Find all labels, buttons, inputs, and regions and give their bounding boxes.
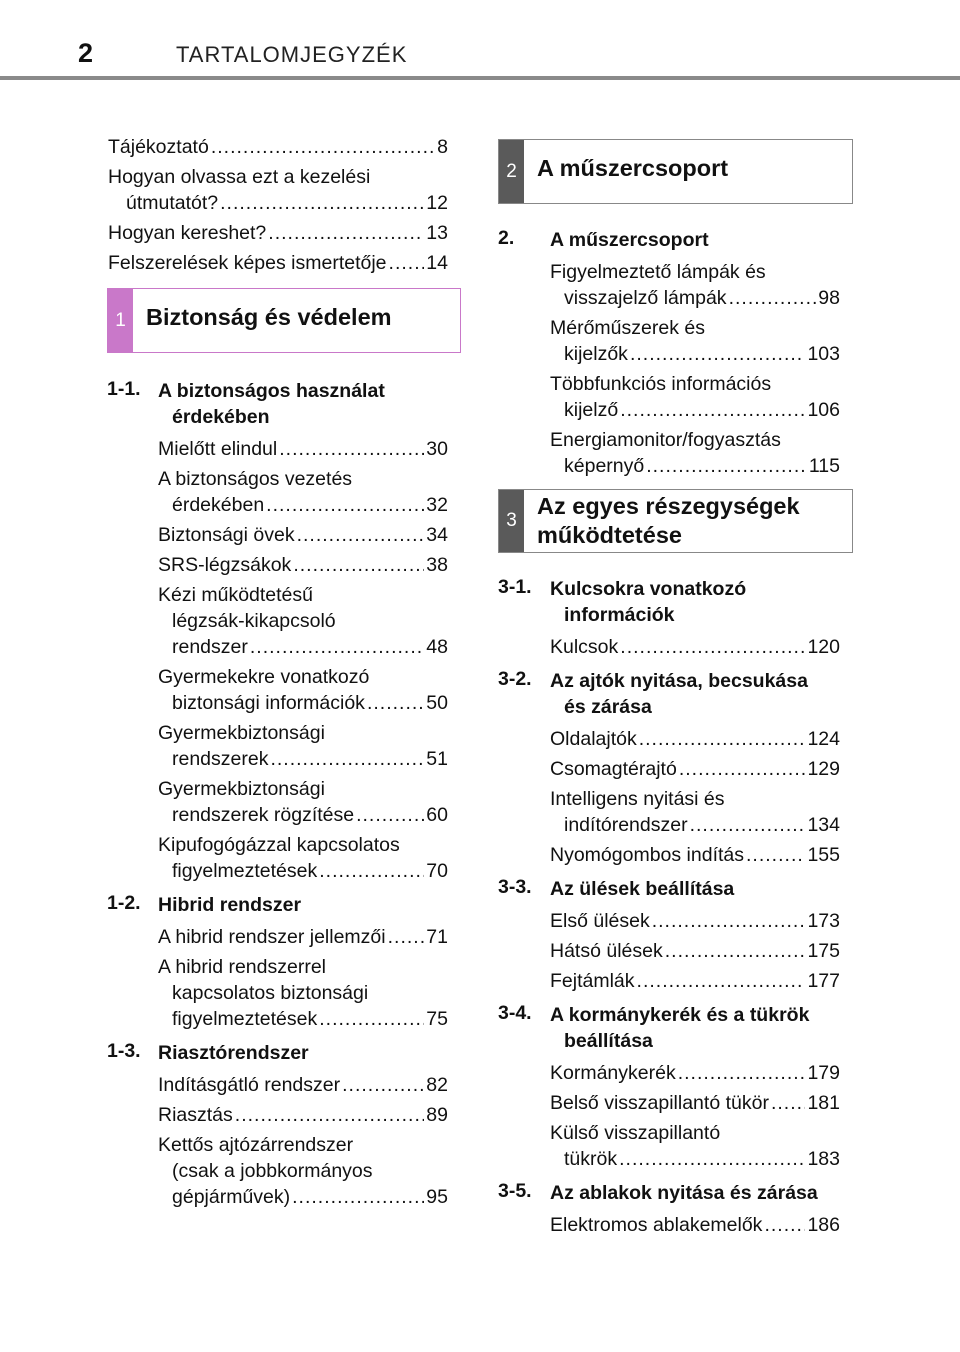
toc-entry-last-line [158, 436, 448, 462]
toc-entry-text: Energiamonitor/fogyasztás [550, 429, 781, 451]
toc-entry-last-line [158, 924, 448, 950]
section-title-line: érdekében [172, 406, 270, 428]
toc-entry [158, 720, 448, 772]
section-title-line: beállítása [564, 1030, 653, 1052]
section-number: 3-3. [498, 876, 532, 898]
toc-entry-text: Figyelmeztető lámpák és [550, 261, 766, 283]
toc-entry-line [550, 1120, 840, 1146]
toc-entry-line [550, 786, 840, 812]
toc-entry-last-line [158, 552, 448, 578]
dot-leader [270, 746, 424, 772]
toc-entry-last-line [550, 453, 840, 479]
section-title-line: Riasztórendszer [158, 1042, 309, 1064]
toc-entry-last-line [550, 908, 840, 934]
toc-entry [108, 220, 448, 246]
toc-entry-line [158, 720, 448, 746]
toc-entry-line [158, 1132, 448, 1158]
toc-entry [158, 832, 448, 884]
dot-leader [652, 908, 806, 934]
chapter-header-1 [107, 288, 461, 353]
toc-page-number: 186 [807, 1214, 840, 1236]
section-title [158, 378, 385, 430]
dot-leader [389, 250, 425, 276]
toc-page-number: 30 [426, 438, 448, 460]
toc-entry [108, 250, 448, 276]
dot-leader [729, 285, 817, 311]
toc-entry-text: Nyomógombos indítás [550, 844, 745, 866]
toc-entry-last-line [158, 1072, 448, 1098]
toc-page-number: 181 [807, 1092, 840, 1114]
toc-entry [550, 726, 840, 752]
toc-entry-line [550, 371, 840, 397]
toc-entry-text: Mérőműszerek és [550, 317, 705, 339]
dot-leader [620, 397, 805, 423]
dot-leader [619, 1146, 805, 1172]
toc-entry [550, 259, 840, 311]
section-number: 1-2. [107, 892, 141, 914]
dot-leader [646, 453, 807, 479]
toc-entry-text: Többfunkciós információs [550, 373, 772, 395]
toc-entry [158, 436, 448, 462]
toc-entry-last-line [550, 1146, 840, 1172]
toc-entry-line [158, 954, 448, 980]
section-title [550, 668, 808, 720]
dot-leader [665, 938, 806, 964]
toc-entry-text: kijelzők [564, 343, 628, 365]
toc-entry-last-line [108, 220, 448, 246]
toc-entry-last-line [108, 134, 448, 160]
toc-entry-last-line [550, 341, 840, 367]
toc-page-number: 14 [426, 252, 448, 274]
dot-leader [388, 924, 425, 950]
toc-page-number: 48 [426, 636, 448, 658]
toc-page-number: 179 [807, 1062, 840, 1084]
toc-entry-last-line [550, 968, 840, 994]
toc-page-number: 115 [808, 455, 840, 477]
toc-entry-last-line [550, 1212, 840, 1238]
toc-entry [158, 924, 448, 950]
toc-entry-text: Csomagtérajtó [550, 758, 677, 780]
toc-entry-text: Indításgátló rendszer [158, 1074, 341, 1096]
dot-leader [367, 690, 424, 716]
toc-entry-text: Riasztás [158, 1104, 233, 1126]
dot-leader [690, 812, 806, 838]
toc-entry-last-line [550, 756, 840, 782]
toc-entry-text: útmutatót? [126, 192, 219, 214]
toc-entry-line [158, 664, 448, 690]
toc-entry-last-line [158, 1184, 448, 1210]
toc-entry-line [108, 164, 448, 190]
section-title-line: Hibrid rendszer [158, 894, 302, 916]
toc-page-number: 124 [807, 728, 840, 750]
toc-entry-line [158, 608, 448, 634]
section-title-line: A kormánykerék és a tükrök [550, 1004, 810, 1026]
dot-leader [342, 1072, 424, 1098]
section-title-line: információk [564, 604, 675, 626]
toc-entry [550, 1120, 840, 1172]
toc-entry-last-line [158, 690, 448, 716]
toc-entry-last-line [158, 1102, 448, 1128]
toc-page-number: 51 [426, 748, 448, 770]
dot-leader [220, 190, 424, 216]
toc-page-number: 89 [426, 1104, 448, 1126]
toc-entry-text: Elektromos ablakemelők [550, 1214, 763, 1236]
dot-leader [746, 842, 805, 868]
chapter-title: Biztonság és védelem [146, 304, 392, 330]
toc-entry [158, 582, 448, 660]
section-number: 1-3. [107, 1040, 141, 1062]
toc-entry-line [158, 1158, 448, 1184]
toc-entry-text: Kettős ajtózárrendszer [158, 1134, 354, 1156]
toc-page-number: 129 [807, 758, 840, 780]
toc-entry-text: Gyermekekre vonatkozó [158, 666, 370, 688]
toc-page-number: 71 [426, 926, 448, 948]
toc-page-number: 98 [818, 287, 840, 309]
toc-page-number: 175 [807, 940, 840, 962]
section-number: 1-1. [107, 378, 141, 400]
toc-entry [158, 954, 448, 1032]
toc-entry [158, 776, 448, 828]
toc-entry-text: figyelmeztetések [172, 1008, 318, 1030]
dot-leader [279, 436, 424, 462]
toc-entry-last-line [158, 1006, 448, 1032]
toc-entry-text: Felszerelések képes ismertetője [108, 252, 387, 274]
page-header [0, 0, 960, 80]
toc-entry [158, 1072, 448, 1098]
toc-entry-text: Gyermekbiztonsági [158, 722, 325, 744]
toc-page-number: 120 [807, 636, 840, 658]
toc-page-number: 38 [426, 554, 448, 576]
section-title-line: Kulcsokra vonatkozó [550, 578, 747, 600]
chapter-header-3 [498, 489, 853, 553]
toc-entry [158, 1102, 448, 1128]
toc-entry-last-line [158, 492, 448, 518]
toc-entry-text: gépjárművek) [172, 1186, 291, 1208]
chapter-number-tab: 1 [108, 289, 133, 352]
toc-entry-text: rendszerek rögzítése [172, 804, 355, 826]
toc-entry [550, 427, 840, 479]
toc-entry-text: SRS-légzsákok [158, 554, 292, 576]
dot-leader [292, 1184, 424, 1210]
toc-entry-text: Oldalajtók [550, 728, 637, 750]
section-title [550, 227, 709, 253]
toc-page-number: 70 [426, 860, 448, 882]
toc-entry-text: tükrök [564, 1148, 618, 1170]
section-title-line: Az ajtók nyitása, becsukása [550, 670, 808, 692]
toc-entry [158, 1132, 448, 1210]
dot-leader [319, 858, 424, 884]
toc-entry [158, 466, 448, 518]
toc-entry-last-line [158, 746, 448, 772]
chapter-title-line: Az egyes részegységek [537, 493, 800, 519]
toc-page-number: 103 [807, 343, 840, 365]
toc-entry-last-line [550, 1060, 840, 1086]
dot-leader [235, 1102, 425, 1128]
chapter-title: A műszercsoport [537, 155, 729, 181]
toc-entry-text: A hibrid rendszer jellemzői [158, 926, 386, 948]
toc-entry [550, 908, 840, 934]
section-number: 3-2. [498, 668, 532, 690]
toc-entry-text: Hátsó ülések [550, 940, 663, 962]
toc-page-number: 95 [426, 1186, 448, 1208]
toc-entry-text: Belső visszapillantó tükör [550, 1092, 769, 1114]
toc-entry [550, 1212, 840, 1238]
section-title [550, 1180, 818, 1206]
toc-entry-text: Hogyan olvassa ezt a kezelési [108, 166, 371, 188]
toc-entry-text: indítórendszer [564, 814, 688, 836]
toc-entry-text: (csak a jobbkormányos [172, 1160, 373, 1182]
toc-page-number: 134 [807, 814, 840, 836]
section-title [158, 1040, 309, 1066]
dot-leader [771, 1090, 806, 1116]
toc-entry-text: Kormánykerék [550, 1062, 676, 1084]
toc-entry-last-line [550, 1090, 840, 1116]
dot-leader [297, 522, 425, 548]
toc-entry-text: Tájékoztató [108, 136, 209, 158]
toc-page-number: 177 [807, 970, 840, 992]
toc-entry-last-line [158, 802, 448, 828]
toc-entry-text: Hogyan kereshet? [108, 222, 267, 244]
toc-page-number: 32 [426, 494, 448, 516]
dot-leader [293, 552, 424, 578]
toc-entry-text: rendszer [172, 636, 248, 658]
toc-entry-last-line [108, 250, 448, 276]
toc-page-number: 106 [807, 399, 840, 421]
section-number: 3-4. [498, 1002, 532, 1024]
toc-entry-last-line [550, 812, 840, 838]
chapter-number-tab: 3 [499, 490, 524, 552]
section-title-line: A biztonságos használat [158, 380, 385, 402]
toc-entry-text: Külső visszapillantó [550, 1122, 721, 1144]
section-title [550, 576, 746, 628]
dot-leader [620, 634, 805, 660]
chapter-title-line: működtetése [537, 522, 682, 548]
chapter-title [537, 492, 800, 550]
toc-page-number: 82 [426, 1074, 448, 1096]
toc-entry [108, 134, 448, 160]
toc-entry-text: figyelmeztetések [172, 860, 318, 882]
toc-page-number: 50 [426, 692, 448, 714]
dot-leader [319, 1006, 424, 1032]
toc-entry-text: Gyermekbiztonsági [158, 778, 325, 800]
toc-entry-text: A biztonságos vezetés [158, 468, 353, 490]
toc-entry [550, 756, 840, 782]
section-title [158, 892, 301, 918]
dot-leader [630, 341, 806, 367]
toc-entry-text: rendszerek [172, 748, 269, 770]
section-number: 2. [498, 227, 515, 249]
toc-entry-last-line [158, 858, 448, 884]
toc-entry-text: Mielőtt elindul [158, 438, 278, 460]
toc-entry-text: A hibrid rendszerrel [158, 956, 326, 978]
section-title-line: Az ablakok nyitása és zárása [550, 1182, 818, 1204]
toc-entry-text: biztonsági információk [172, 692, 365, 714]
toc-entry [158, 664, 448, 716]
dot-leader [250, 634, 424, 660]
toc-page-number: 13 [426, 222, 448, 244]
toc-entry-text: érdekében [172, 494, 265, 516]
dot-leader [266, 492, 424, 518]
section-title [550, 876, 734, 902]
toc-entry [550, 371, 840, 423]
toc-entry-last-line [550, 842, 840, 868]
toc-entry-last-line [158, 634, 448, 660]
toc-entry-line [158, 776, 448, 802]
toc-entry [550, 634, 840, 660]
toc-entry [550, 968, 840, 994]
toc-entry [550, 786, 840, 838]
dot-leader [639, 726, 806, 752]
toc-entry-text: Első ülések [550, 910, 650, 932]
toc-entry-text: Kipufogógázzal kapcsolatos [158, 834, 400, 856]
section-title [550, 1002, 809, 1054]
dot-leader [679, 756, 806, 782]
toc-entry-line [550, 315, 840, 341]
toc-entry-line [550, 259, 840, 285]
toc-entry-last-line [550, 726, 840, 752]
toc-entry [108, 164, 448, 216]
toc-entry-text: kijelző [564, 399, 619, 421]
toc-entry-line [158, 582, 448, 608]
toc-page-number: 183 [807, 1148, 840, 1170]
toc-entry-text: Kulcsok [550, 636, 619, 658]
toc-entry [158, 522, 448, 548]
toc-entry [158, 552, 448, 578]
section-number: 3-5. [498, 1180, 532, 1202]
toc-entry-line [158, 832, 448, 858]
toc-entry-line [158, 980, 448, 1006]
section-title-line: és zárása [564, 696, 652, 718]
dot-leader [764, 1212, 805, 1238]
toc-entry [550, 1090, 840, 1116]
dot-leader [678, 1060, 806, 1086]
toc-entry-text: Fejtámlák [550, 970, 635, 992]
toc-entry-last-line [550, 285, 840, 311]
dot-leader [356, 802, 424, 828]
toc-page-number: 173 [807, 910, 840, 932]
page-number: 2 [78, 38, 94, 68]
section-number: 3-1. [498, 576, 532, 598]
toc-entry-text: Biztonsági övek [158, 524, 295, 546]
toc-entry-last-line [108, 190, 448, 216]
dot-leader [211, 134, 435, 160]
toc-entry-last-line [550, 397, 840, 423]
toc-entry-line [550, 427, 840, 453]
toc-entry [550, 1060, 840, 1086]
dot-leader [268, 220, 424, 246]
toc-page-number: 155 [807, 844, 840, 866]
toc-entry-text: Intelligens nyitási és [550, 788, 725, 810]
chapter-number-tab: 2 [499, 140, 524, 203]
toc-entry-last-line [550, 634, 840, 660]
toc-entry [550, 315, 840, 367]
section-title-line: Az ülések beállítása [550, 878, 735, 900]
toc-entry-line [158, 466, 448, 492]
toc-entry-text: visszajelző lámpák [564, 287, 727, 309]
toc-page-number: 12 [426, 192, 448, 214]
toc-entry-text: kapcsolatos biztonsági [172, 982, 369, 1004]
toc-entry-last-line [158, 522, 448, 548]
toc-page-number: 8 [437, 136, 448, 158]
toc-entry [550, 938, 840, 964]
header-divider [0, 76, 960, 80]
dot-leader [637, 968, 806, 994]
page-title: TARTALOMJEGYZÉK [176, 42, 408, 67]
toc-entry-last-line [550, 938, 840, 964]
toc-entry-text: légzsák-kikapcsoló [172, 610, 336, 632]
chapter-header-2 [498, 139, 853, 204]
toc-entry-text: képernyő [564, 455, 645, 477]
toc-entry [550, 842, 840, 868]
section-title-line: A műszercsoport [550, 229, 709, 251]
toc-page-number: 60 [426, 804, 448, 826]
toc-entry-text: Kézi működtetésű [158, 584, 314, 606]
toc-page-number: 75 [426, 1008, 448, 1030]
toc-page-number: 34 [426, 524, 448, 546]
